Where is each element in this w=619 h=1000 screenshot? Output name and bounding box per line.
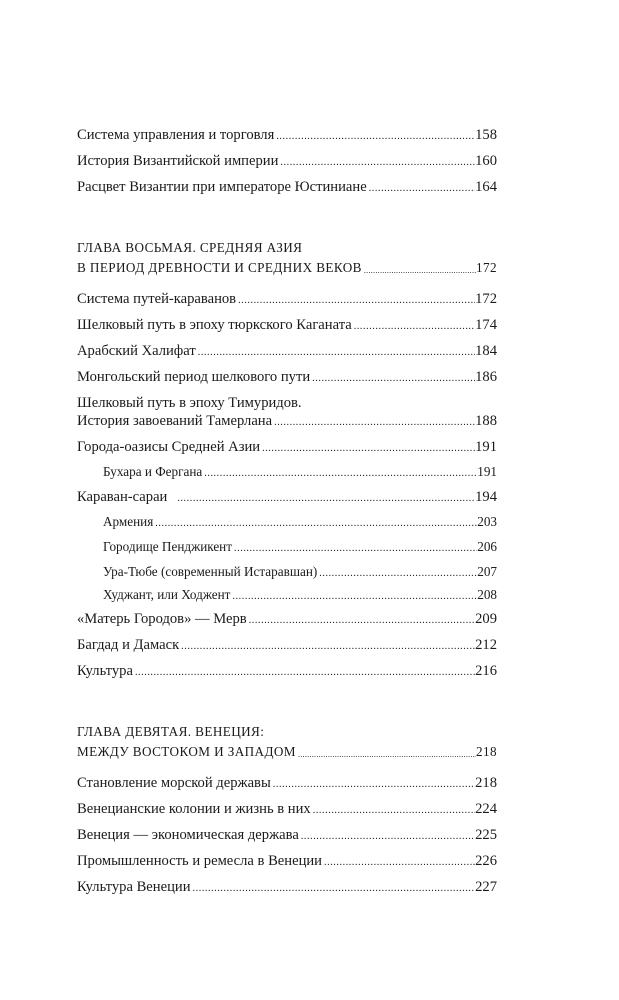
toc-entry-page: 191 [475,439,497,455]
toc-entry [77,800,497,818]
toc-entry-title: Система путей-караванов [77,291,237,307]
leader-dots [232,542,477,556]
leader-dots [272,416,475,430]
toc-entry-title: Венецианские колонии и жизнь в них [77,801,311,817]
toc-entry [77,412,497,430]
toc-entry-page: 188 [475,413,497,429]
toc-entry [77,662,497,680]
toc-entry-page: 224 [475,801,497,817]
toc-entry-page: 203 [477,514,497,529]
chapter-heading-line: ГЛАВА ВОСЬМАЯ. СРЕДНЯЯ АЗИЯ [77,240,303,255]
leader-dots [236,294,475,308]
toc-entry-title: Культура Венеции [77,879,191,895]
leader-dots [191,882,476,896]
toc-entry-title: Ура-Тюбе (современный Истаравшан) [103,564,318,579]
toc-subentry [77,538,497,556]
toc-entry [77,438,497,456]
toc-entry-title: Худжант, или Ходжент [103,587,231,602]
toc-subentry [77,586,497,604]
chapter-heading-title: В ПЕРИОД ДРЕВНОСТИ И СРЕДНИХ ВЕКОВ [77,260,362,275]
toc-entry-page: 218 [475,775,497,791]
toc-entry-title: История Византийской империи [77,153,279,169]
toc-entry-title: «Матерь Городов» — Мерв [77,611,247,627]
toc-entry-page: 226 [475,853,497,869]
toc-entry-page: 160 [475,153,497,169]
chapter-heading [77,258,497,278]
toc-entry-page: 191 [477,464,497,479]
leader-dots [196,346,475,360]
toc-entry [77,636,497,654]
toc-entry-title: Багдад и Дамаск [77,637,180,653]
toc-entry-page: 225 [475,827,497,843]
toc-entry [77,290,497,308]
toc-entry-page: 172 [475,291,497,307]
chapter-page: 218 [476,744,497,759]
toc-entry-page: 174 [475,317,497,333]
toc-entry-title: Культура [77,663,133,679]
toc-entry-page: 184 [475,343,497,359]
toc-entry [77,368,497,386]
toc-entry-title: Городище Пенджикент [103,539,233,554]
chapter-heading [77,742,497,762]
chapter-page: 172 [476,260,497,275]
leader-dots [362,264,476,278]
toc-entry-title: Монгольский период шелкового пути [77,369,311,385]
toc-entry-page: 207 [477,564,497,579]
leader-dots [311,804,475,818]
toc-entry-page: 227 [475,879,497,895]
toc-entry [77,342,497,360]
toc-entry-title: Расцвет Византии при императоре Юстиниане [77,179,367,195]
toc-entry-page: 158 [475,127,497,143]
toc-entry-title: Шелковый путь в эпоху тюркского Каганата [77,317,352,333]
leader-dots [202,467,477,481]
toc-entry [77,152,497,170]
toc-entry [77,878,497,896]
toc-entry-title: Караван-сараи [77,489,168,505]
toc-entry [77,852,497,870]
toc-entry [77,316,497,334]
leader-dots [367,182,475,196]
leader-dots [299,830,475,844]
toc-entry-title: Венеция — экономическая держава [77,827,299,843]
toc-entry-title: Арабский Халифат [77,343,196,359]
leader-dots [310,372,475,386]
leader-dots [278,156,475,170]
leader-dots [133,666,475,680]
toc-entry [77,610,497,628]
toc-entry-title: Система управления и торговля [77,127,275,143]
leader-dots [179,640,475,654]
toc-entry-title: Армения [103,514,154,529]
toc-entry-page: 212 [475,637,497,653]
chapter-heading-title: МЕЖДУ ВОСТОКОМ И ЗАПАДОМ [77,744,296,759]
toc-entry-title: Становление морской державы [77,775,271,791]
toc-entry-page: 208 [477,587,497,602]
leader-dots [271,778,475,792]
toc-entry-page: 186 [475,369,497,385]
leader-dots [230,590,477,604]
toc-entry-page: 209 [475,611,497,627]
toc-subentry [77,513,497,531]
leader-dots [317,567,477,581]
leader-dots [260,442,475,456]
leader-dots [247,614,475,628]
leader-dots [322,856,475,870]
chapter-heading-line: ГЛАВА ДЕВЯТАЯ. ВЕНЕЦИЯ: [77,724,265,739]
toc-entry [77,826,497,844]
leader-dots [167,492,475,506]
toc-entry [77,488,497,506]
toc-entry-page: 194 [475,489,497,505]
toc-entry [77,126,497,144]
leader-dots [274,130,475,144]
toc-entry-page: 206 [477,539,497,554]
toc-entry [77,178,497,196]
toc-entry-page: 216 [475,663,497,679]
toc-entry-title: Города-оазисы Средней Азии [77,439,261,455]
toc-entry-page: 164 [475,179,497,195]
toc-entry [77,774,497,792]
toc-entry-title: Промышленность и ремесла в Венеции [77,853,322,869]
toc-entry-title: Бухара и Фергана [103,464,203,479]
toc-entry-line: Шелковый путь в эпоху Тимуридов. [77,395,302,411]
toc-subentry [77,563,497,581]
toc-subentry [77,463,497,481]
leader-dots [153,517,477,531]
toc-entry-title: История завоеваний Тамерлана [77,413,273,429]
leader-dots [352,320,475,334]
leader-dots [296,748,476,762]
